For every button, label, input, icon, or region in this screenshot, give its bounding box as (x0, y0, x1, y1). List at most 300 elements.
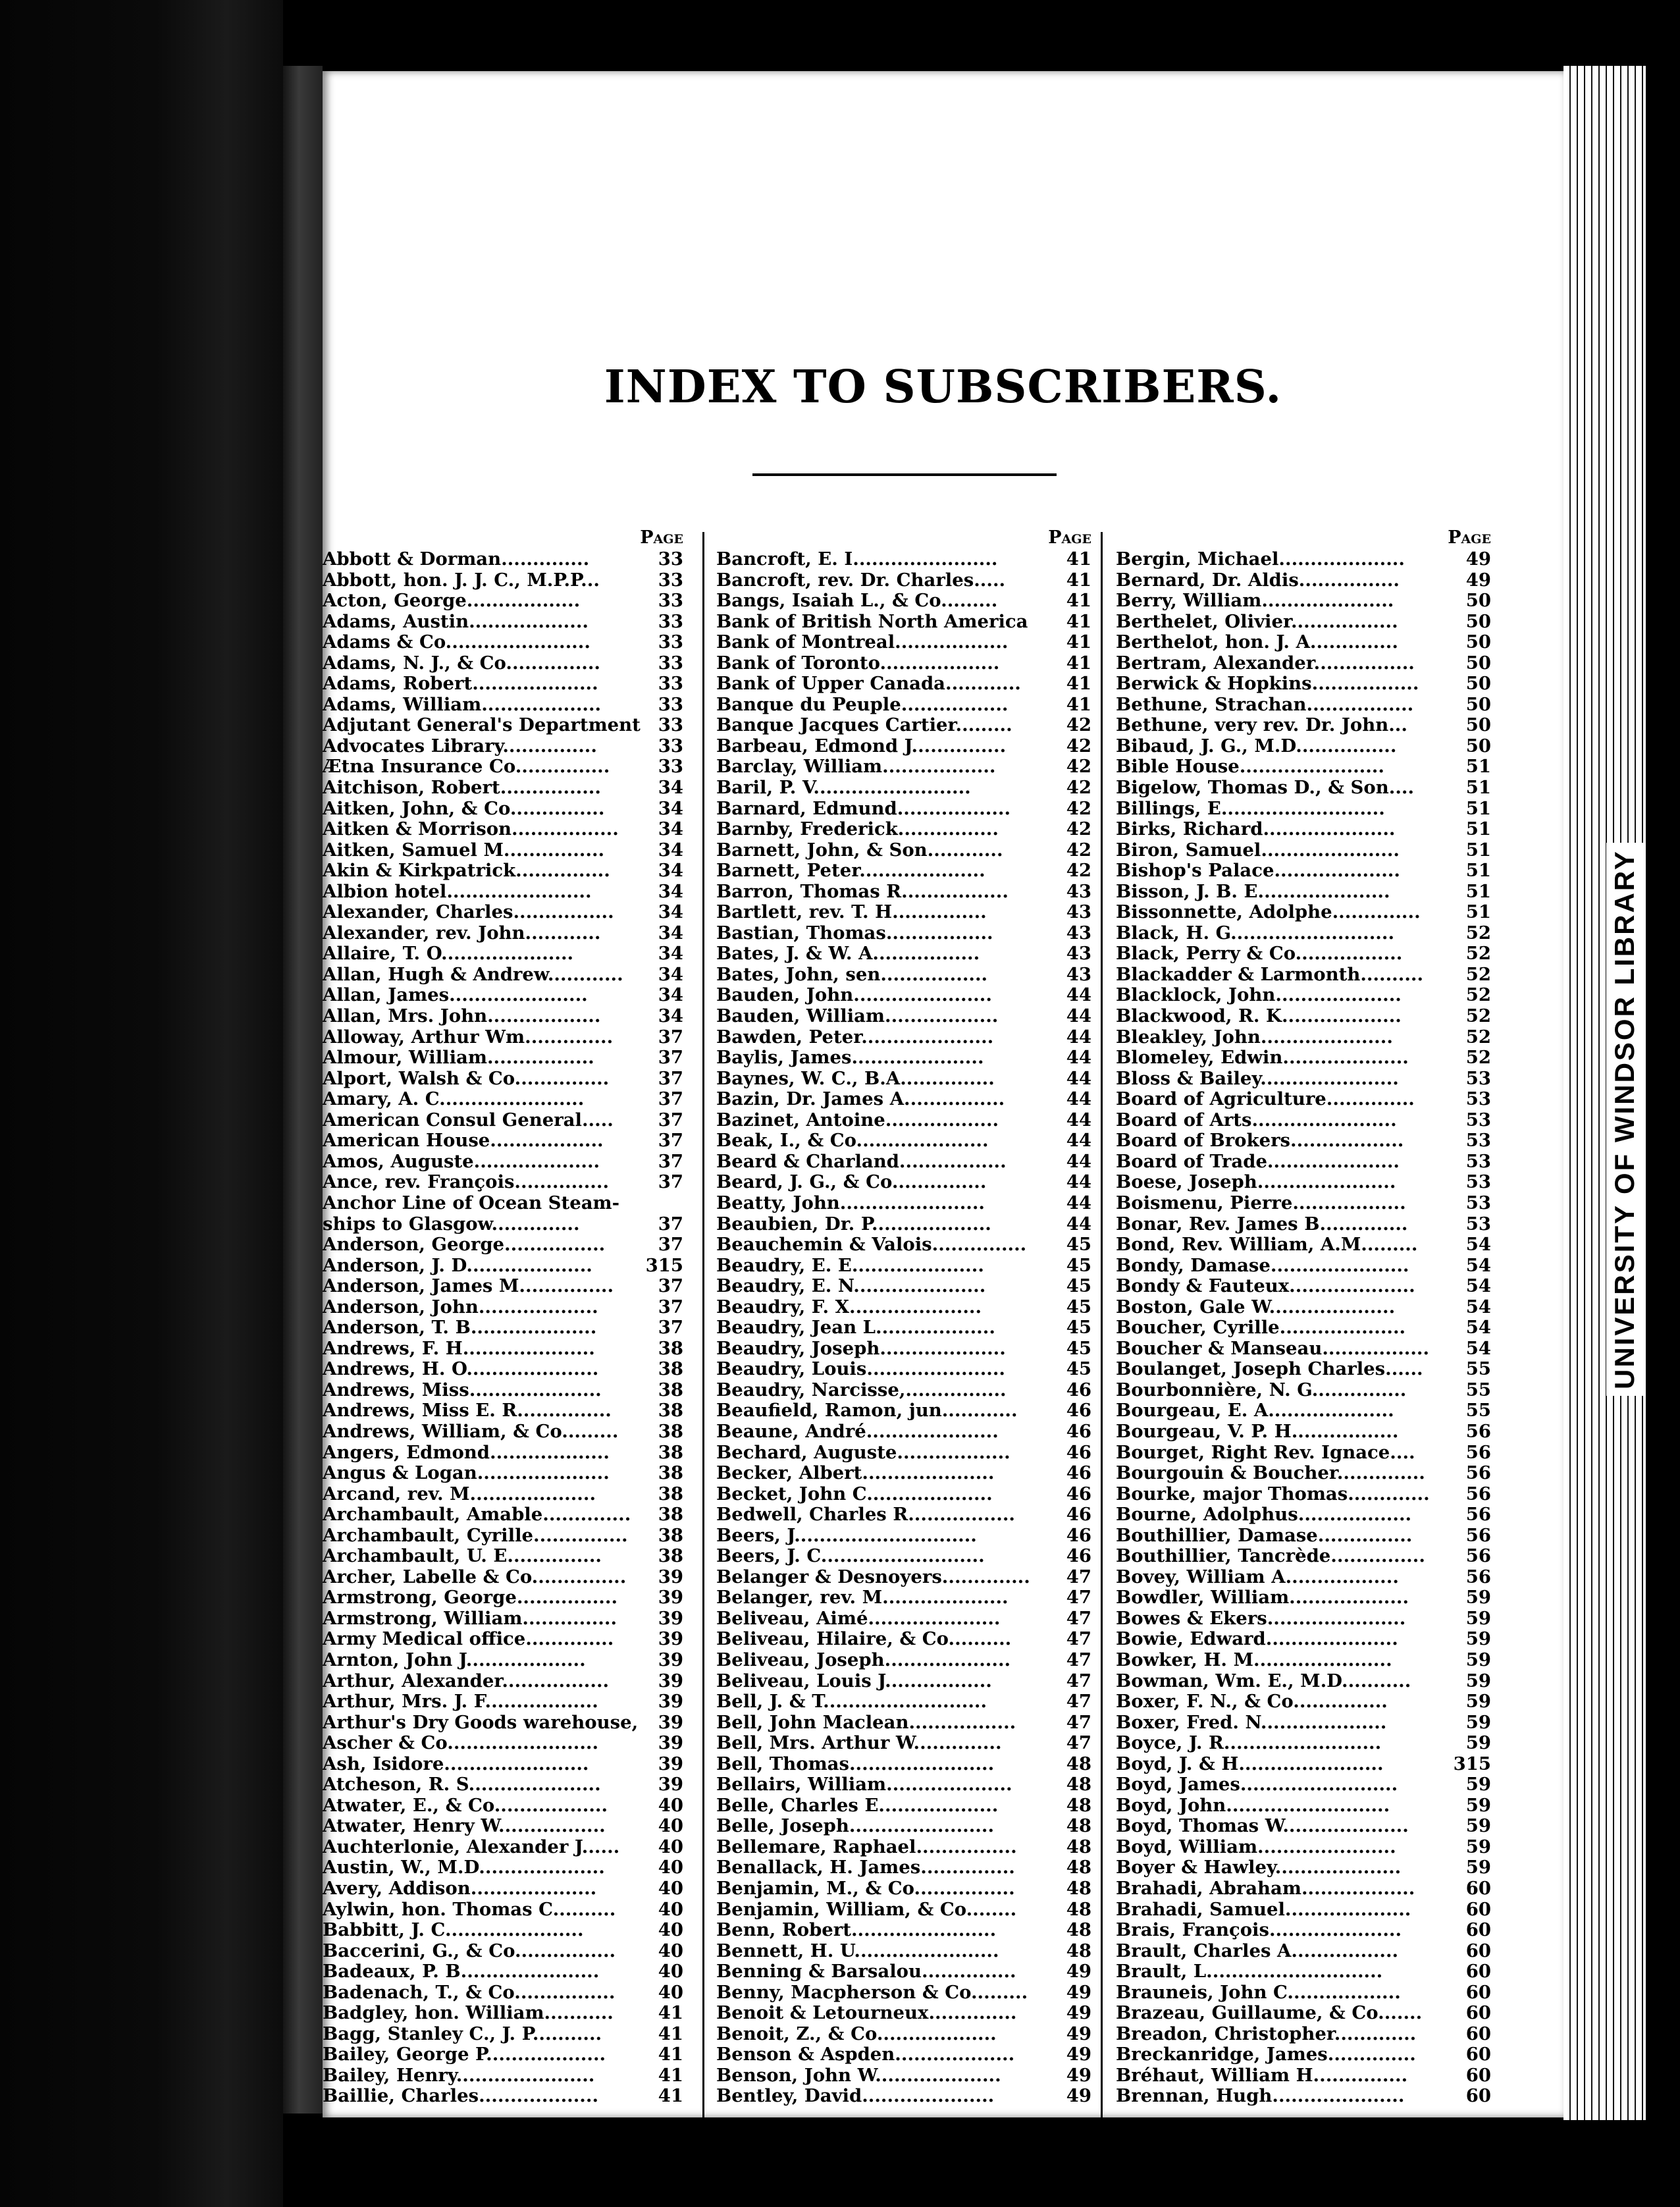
index-entry (323, 1857, 683, 1878)
page-number: 47 (1066, 1566, 1091, 1587)
page-number: 50 (1465, 652, 1491, 674)
page-number: 52 (1465, 985, 1491, 1006)
subscriber-name: Bank of Montreal.................. (716, 632, 1009, 653)
subscriber-name: Baylis, James..................... (716, 1048, 984, 1069)
page-number: 60 (1465, 2003, 1491, 2024)
page-number: 59 (1465, 1816, 1491, 1837)
subscriber-name: Billings, E.......................... (1116, 798, 1385, 819)
subscriber-name: Anchor Line of Ocean Steam- (323, 1192, 620, 1213)
page-number: 46 (1066, 1483, 1091, 1504)
index-entry (1116, 1546, 1491, 1567)
subscriber-name: Bisson, J. B. E..................... (1116, 881, 1390, 902)
index-entry (716, 1795, 1091, 1817)
index-entry (1116, 1380, 1491, 1401)
subscriber-name: Bowie, Edward..................... (1116, 1629, 1398, 1650)
subscriber-name: Adams, Robert.................... (323, 674, 598, 695)
subscriber-name: Bates, John, sen................. (716, 964, 988, 985)
subscriber-name: Bagg, Stanley C., J. P........... (323, 2023, 602, 2044)
subscriber-name: Barnett, John, & Son............ (716, 839, 1003, 861)
index-entry (716, 2086, 1091, 2107)
page-number: 44 (1066, 1026, 1091, 1048)
page-number: 40 (658, 1920, 683, 1941)
page-number: 39 (658, 1587, 683, 1609)
index-entry (1116, 1297, 1491, 1318)
subscriber-name: Allan, Hugh & Andrew............ (323, 964, 623, 985)
subscriber-name: Beaudry, Jean L................... (716, 1317, 995, 1339)
subscriber-name: Barnby, Frederick................ (716, 819, 999, 840)
page-number: 48 (1066, 1836, 1091, 1857)
subscriber-name: Beaubien, Dr. P................... (716, 1213, 991, 1235)
index-entry (1116, 1587, 1491, 1609)
index-entry (1116, 1443, 1491, 1464)
page-number: 43 (1066, 902, 1091, 923)
subscriber-name: Brahadi, Samuel.................... (1116, 1899, 1411, 1920)
index-entry (716, 1774, 1091, 1795)
page-number: 37 (658, 1317, 683, 1339)
subscriber-name: American Consul General..... (323, 1109, 614, 1130)
page-number: 38 (658, 1359, 683, 1380)
subscriber-name: Arcand, rev. M.................... (323, 1483, 596, 1504)
subscriber-name: Albion hotel....................... (323, 881, 592, 902)
page-number: 33 (658, 591, 683, 612)
index-entry (716, 1463, 1091, 1484)
index-entry (716, 1130, 1091, 1152)
subscriber-name: Beaune, André..................... (716, 1421, 999, 1442)
subscriber-name: Becker, Albert..................... (716, 1463, 995, 1484)
index-entry (716, 1380, 1091, 1401)
page-number: 53 (1465, 1068, 1491, 1089)
subscriber-name: Aitken, John, & Co............... (323, 798, 605, 819)
page-number: 47 (1066, 1670, 1091, 1691)
index-entry (1116, 1484, 1491, 1505)
column-header: Page (1048, 527, 1091, 548)
page-number: 46 (1066, 1421, 1091, 1442)
page-number: 33 (658, 611, 683, 632)
page-number: 34 (658, 944, 683, 965)
subscriber-name: Brault, L............................ (1116, 1961, 1383, 1982)
subscriber-name: Arthur's Dry Goods warehouse, (323, 1712, 639, 1733)
column-divider-1 (702, 532, 704, 2133)
index-entry (323, 923, 683, 944)
page-number: 53 (1465, 1192, 1491, 1213)
index-entry (716, 778, 1091, 799)
index-entry (1116, 882, 1491, 903)
subscriber-name: American House.................. (323, 1130, 604, 1152)
subscriber-name: Benoit, Z., & Co................... (716, 2023, 997, 2044)
subscriber-name: Adams, N. J., & Co............... (323, 652, 600, 674)
page-number: 51 (1465, 757, 1491, 778)
index-entry (323, 612, 683, 633)
index-entry (1116, 1713, 1491, 1734)
index-entry (716, 1152, 1091, 1173)
index-entry (323, 1795, 683, 1817)
page-number: 59 (1465, 1795, 1491, 1816)
subscriber-name: Bell, John Maclean................. (716, 1712, 1016, 1733)
page-number: 60 (1465, 2065, 1491, 2086)
page-number: 48 (1066, 1774, 1091, 1795)
page-number: 48 (1066, 1899, 1091, 1920)
subscriber-name: Bourke, major Thomas............. (1116, 1483, 1430, 1504)
index-entry (323, 1130, 683, 1152)
subscriber-name: Bellairs, William.................... (716, 1774, 1012, 1795)
subscriber-name: Alexander, Charles................ (323, 902, 614, 923)
subscriber-name: Bigelow, Thomas D., & Son.... (1116, 778, 1415, 799)
subscriber-name: Bangs, Isaiah L., & Co......... (716, 591, 998, 612)
subscriber-name: Bowker, H. M...................... (1116, 1649, 1392, 1670)
index-entry (1116, 612, 1491, 633)
index-entry (323, 1920, 683, 1941)
page-number: 44 (1066, 1048, 1091, 1069)
index-entry (716, 549, 1091, 570)
subscriber-name: Bissonnette, Adolphe.............. (1116, 902, 1421, 923)
page-number: 33 (658, 652, 683, 674)
index-entry (323, 1317, 683, 1339)
index-entry (716, 2003, 1091, 2024)
index-entry (323, 1941, 683, 1962)
page-number: 34 (658, 861, 683, 882)
subscriber-name: Beliveau, Aimé..................... (716, 1608, 1001, 1629)
index-entry (323, 1276, 683, 1297)
page-number: 42 (1066, 757, 1091, 778)
subscriber-name: Alport, Walsh & Co............... (323, 1068, 610, 1089)
page-number: 34 (658, 819, 683, 840)
subscriber-name: Bible House....................... (1116, 757, 1384, 778)
page-number: 51 (1465, 902, 1491, 923)
subscriber-name: Atcheson, R. S..................... (323, 1774, 601, 1795)
subscriber-name: Beaudry, Narcisse,................ (716, 1379, 1007, 1400)
subscriber-name: Belanger & Desnoyers.............. (716, 1566, 1030, 1587)
index-entry (323, 1422, 683, 1443)
page-number: 52 (1465, 1048, 1491, 1069)
page-number: 44 (1066, 1213, 1091, 1235)
page-number: 40 (658, 1961, 683, 1982)
page-number: 37 (658, 1068, 683, 1089)
index-entry (323, 1110, 683, 1131)
subscriber-name: Bazin, Dr. James A................ (716, 1089, 1005, 1110)
page-number: 53 (1465, 1109, 1491, 1130)
index-entry (1116, 1256, 1491, 1277)
index-entry (1116, 1526, 1491, 1547)
subscriber-name: Board of Trade..................... (1116, 1151, 1400, 1172)
page-number: 38 (658, 1525, 683, 1546)
subscriber-name: Bauden, William.................. (716, 1006, 999, 1027)
subscriber-name: Amary, A. C....................... (323, 1089, 585, 1110)
index-entry (1116, 1152, 1491, 1173)
page-number: 37 (658, 1296, 683, 1317)
subscriber-name: Angus & Logan..................... (323, 1463, 610, 1484)
index-entry (1116, 1069, 1491, 1090)
subscriber-name: Aitken & Morrison................. (323, 819, 619, 840)
subscriber-name: Brauneis, John C.................. (1116, 1982, 1401, 2003)
page-number: 53 (1465, 1172, 1491, 1193)
page-number: 38 (658, 1483, 683, 1504)
subscriber-name: Benning & Barsalou............... (716, 1961, 1016, 1982)
subscriber-name: Bancroft, E. I....................... (716, 549, 998, 570)
subscriber-name: Bourgeau, V. P. H................. (1116, 1421, 1399, 1442)
index-entry (1116, 1837, 1491, 1858)
index-entry (1116, 1650, 1491, 1671)
subscriber-name: Badeaux, P. B...................... (323, 1961, 600, 1982)
index-entry (716, 1484, 1091, 1505)
subscriber-name: Abbott & Dorman.............. (323, 549, 590, 570)
subscriber-name: Beaudry, Louis...................... (716, 1359, 1005, 1380)
index-entry (716, 1941, 1091, 1962)
page-number: 33 (658, 632, 683, 653)
page-number: 51 (1465, 839, 1491, 861)
page-number: 34 (658, 1006, 683, 1027)
index-entry (1116, 819, 1491, 840)
subscriber-name: Bibaud, J. G., M.D................ (1116, 735, 1397, 757)
page-number: 39 (658, 1733, 683, 1754)
page-number: 41 (1066, 549, 1091, 570)
page-number: 55 (1465, 1359, 1491, 1380)
page-number: 42 (1066, 839, 1091, 861)
page-number: 41 (658, 2044, 683, 2065)
page-number: 50 (1465, 591, 1491, 612)
subscriber-name: Bréhaut, William H............... (1116, 2065, 1408, 2086)
page-number: 37 (658, 1151, 683, 1172)
index-entry (323, 1027, 683, 1048)
subscriber-name: Boese, Joseph...................... (1116, 1172, 1396, 1193)
page-number: 46 (1066, 1504, 1091, 1526)
index-entry (1116, 1048, 1491, 1069)
subscriber-name: Army Medical office.............. (323, 1629, 614, 1650)
index-entry (716, 1504, 1091, 1526)
page-number: 38 (658, 1463, 683, 1484)
index-entry (323, 1587, 683, 1609)
page-number: 54 (1465, 1296, 1491, 1317)
subscriber-name: Beers, J............................. (716, 1525, 977, 1546)
page-number: 37 (658, 1172, 683, 1193)
page-number: 47 (1066, 1608, 1091, 1629)
page-number: 42 (1066, 819, 1091, 840)
page-number: 60 (1465, 1920, 1491, 1941)
subscriber-name: Brazeau, Guillaume, & Co....... (1116, 2003, 1423, 2024)
subscriber-name: Armstrong, William............... (323, 1608, 617, 1629)
subscriber-name: Adams & Co....................... (323, 632, 591, 653)
page-number: 48 (1066, 1940, 1091, 1961)
index-entry (323, 1837, 683, 1858)
index-entry (323, 965, 683, 986)
subscriber-name: Acton, George.................. (323, 591, 581, 612)
subscriber-name: Bank of Toronto................... (716, 652, 1000, 674)
page-number: 56 (1465, 1504, 1491, 1526)
subscriber-name: Berwick & Hopkins................. (1116, 674, 1419, 695)
subscriber-name: Bovey, William A.................. (1116, 1566, 1399, 1587)
page-number: 47 (1066, 1629, 1091, 1650)
index-entry (1116, 1276, 1491, 1297)
subscriber-name: Boismenu, Pierre.................. (1116, 1192, 1406, 1213)
subscriber-name: Boyer & Hawley.................... (1116, 1857, 1402, 1878)
subscriber-name: Board of Arts....................... (1116, 1109, 1397, 1130)
page-number: 44 (1066, 1006, 1091, 1027)
page-number: 59 (1465, 1774, 1491, 1795)
page-number: 315 (1453, 1753, 1491, 1774)
page-number: 43 (1066, 881, 1091, 902)
page-number: 49 (1066, 1961, 1091, 1982)
index-entry (323, 1256, 683, 1277)
page-number: 39 (658, 1712, 683, 1733)
index-entry (716, 632, 1091, 653)
page-number: 54 (1465, 1276, 1491, 1297)
index-entry (323, 1774, 683, 1795)
page-number: 59 (1465, 1691, 1491, 1713)
index-entry (323, 2003, 683, 2024)
subscriber-name: Badenach, T., & Co................ (323, 1982, 616, 2003)
index-entry (323, 882, 683, 903)
index-entry (716, 1400, 1091, 1422)
page-number: 46 (1066, 1400, 1091, 1422)
subscriber-name: Bennett, H. U....................... (716, 1940, 999, 1961)
subscriber-name: Benny, Macpherson & Co......... (716, 1982, 1028, 2003)
page-number: 34 (658, 985, 683, 1006)
subscriber-name: Bawden, Peter..................... (716, 1026, 994, 1048)
subscriber-name: Belle, Joseph....................... (716, 1816, 995, 1837)
subscriber-name: Benn, Robert....................... (716, 1920, 997, 1941)
page-number: 44 (1066, 1192, 1091, 1213)
page-number: 47 (1066, 1691, 1091, 1713)
book-binding (0, 0, 283, 2207)
entry-list (323, 549, 683, 2107)
page-number: 43 (1066, 944, 1091, 965)
index-entry (1116, 1567, 1491, 1588)
index-entry (323, 861, 683, 882)
subscriber-name: Blacklock, John.................... (1116, 985, 1402, 1006)
index-entry (716, 715, 1091, 736)
subscriber-name: Bloss & Bailey...................... (1116, 1068, 1399, 1089)
subscriber-name: Blomeley, Edwin.................... (1116, 1048, 1409, 1069)
index-entry (323, 799, 683, 820)
index-entry (1116, 1504, 1491, 1526)
index-entry (1116, 1235, 1491, 1256)
index-entry (323, 1691, 683, 1713)
index-entry (1116, 1982, 1491, 2004)
page-number: 34 (658, 839, 683, 861)
page-number: 41 (1066, 611, 1091, 632)
index-entry (716, 1443, 1091, 1464)
subscriber-name: Bell, Thomas....................... (716, 1753, 995, 1774)
index-entry (1116, 1214, 1491, 1235)
subscriber-name: Bouthillier, Damase............... (1116, 1525, 1413, 1546)
subscriber-name: Ætna Insurance Co............... (323, 757, 610, 778)
page-number: 50 (1465, 735, 1491, 757)
page-number: 56 (1465, 1442, 1491, 1463)
page-number: 48 (1066, 1878, 1091, 1899)
subscriber-name: Boxer, Fred. N.................... (1116, 1712, 1387, 1733)
subscriber-name: ships to Glasgow.............. (323, 1213, 580, 1235)
index-entry (323, 1961, 683, 1982)
index-entry (323, 1650, 683, 1671)
index-entry (1116, 2024, 1491, 2045)
index-entry (716, 2044, 1091, 2065)
subscriber-name: Akin & Kirkpatrick............... (323, 861, 610, 882)
index-entry (323, 1878, 683, 1900)
subscriber-name: Banque du Peuple................. (716, 694, 1009, 715)
index-entry (323, 695, 683, 716)
index-entry (716, 861, 1091, 882)
index-entry (1116, 902, 1491, 923)
page-number: 54 (1465, 1235, 1491, 1256)
page-number: 59 (1465, 1649, 1491, 1670)
page-number: 33 (658, 715, 683, 736)
subscriber-name: Beak, I., & Co..................... (716, 1130, 989, 1152)
subscriber-name: Ash, Isidore....................... (323, 1753, 589, 1774)
subscriber-name: Beard, J. G., & Co............... (716, 1172, 987, 1193)
page-number: 40 (658, 1940, 683, 1961)
index-entry (1116, 1609, 1491, 1630)
page-number: 34 (658, 902, 683, 923)
subscriber-name: Anderson, T. B.................... (323, 1317, 597, 1339)
page-number: 49 (1066, 2086, 1091, 2107)
page-number: 48 (1066, 1920, 1091, 1941)
index-entry (716, 1671, 1091, 1692)
index-entry (716, 944, 1091, 965)
index-entry (716, 612, 1091, 633)
subscriber-name: Barnard, Edmund.................. (716, 798, 1011, 819)
subscriber-name: Boyd, Thomas W.................... (1116, 1816, 1409, 1837)
page-number: 33 (658, 549, 683, 570)
index-entry (323, 1546, 683, 1567)
index-entry (716, 1546, 1091, 1567)
entry-list (716, 549, 1091, 2107)
index-entry (1116, 1920, 1491, 1941)
subscriber-name: Allaire, T. O..................... (323, 944, 574, 965)
page-number: 56 (1465, 1463, 1491, 1484)
index-entry (1116, 1339, 1491, 1360)
index-entry (323, 944, 683, 965)
subscriber-name: Bailey, Henry...................... (323, 2065, 595, 2086)
subscriber-name: Bertram, Alexander................ (1116, 652, 1415, 674)
page-number: 60 (1465, 1899, 1491, 1920)
page-number: 34 (658, 798, 683, 819)
index-entry (716, 1857, 1091, 1878)
subscriber-name: Bonar, Rev. James B.............. (1116, 1213, 1408, 1235)
page-number: 39 (658, 1753, 683, 1774)
subscriber-name: Arthur, Mrs. J. F.................. (323, 1691, 598, 1713)
page-number: 39 (658, 1608, 683, 1629)
index-entry (716, 1027, 1091, 1048)
index-entry (323, 1172, 683, 1193)
index-entry (716, 1193, 1091, 1214)
subscriber-name: Baillie, Charles................... (323, 2086, 599, 2107)
index-entry (323, 1609, 683, 1630)
subscriber-name: Alloway, Arthur Wm.............. (323, 1026, 614, 1048)
subscriber-name: Alexander, rev. John............ (323, 922, 601, 944)
index-entry (1116, 632, 1491, 653)
page-number: 38 (658, 1546, 683, 1567)
page-number: 34 (658, 964, 683, 985)
subscriber-name: Blackadder & Larmonth.......... (1116, 964, 1424, 985)
subscriber-name: Boulanget, Joseph Charles...... (1116, 1359, 1423, 1380)
subscriber-name: Boyd, James......................... (1116, 1774, 1398, 1795)
subscriber-name: Board of Agriculture.............. (1116, 1089, 1415, 1110)
index-entry (716, 1691, 1091, 1713)
page-number: 52 (1465, 1026, 1491, 1048)
subscriber-name: Barnett, Peter.................... (716, 861, 985, 882)
page-number: 42 (1066, 798, 1091, 819)
subscriber-name: Bowes & Ekers...................... (1116, 1608, 1406, 1629)
index-entry (323, 1069, 683, 1090)
page-number: 53 (1465, 1213, 1491, 1235)
subscriber-name: Benoit & Letourneux.............. (716, 2003, 1017, 2024)
page-number: 48 (1066, 1857, 1091, 1878)
subscriber-name: Almour, William................. (323, 1048, 594, 1069)
page-number: 40 (658, 1836, 683, 1857)
subscriber-name: Barbeau, Edmond J............... (716, 735, 1007, 757)
page-number: 45 (1066, 1317, 1091, 1339)
index-entry (323, 778, 683, 799)
page-number: 37 (658, 1048, 683, 1069)
